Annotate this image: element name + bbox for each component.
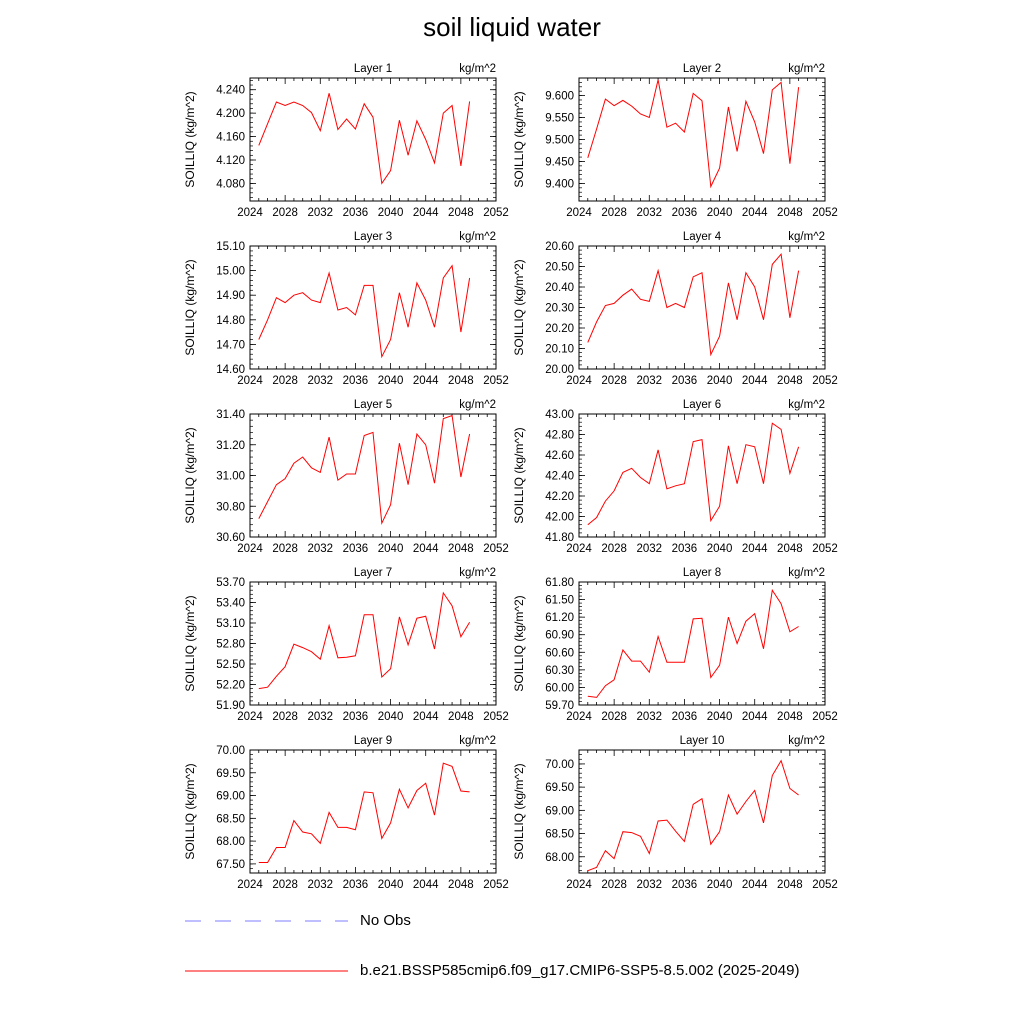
y-axis-label-layer-4: SOILLIQ (kg/m^2) <box>512 259 526 356</box>
x-tick-label: 2032 <box>636 879 663 891</box>
x-tick-label: 2044 <box>741 375 768 387</box>
y-axis-label-layer-3: SOILLIQ (kg/m^2) <box>183 259 197 356</box>
chart-title: soil liquid water <box>423 12 601 42</box>
y-axis-label-layer-2: SOILLIQ (kg/m^2) <box>512 91 526 188</box>
plot-frame-layer-3 <box>250 246 496 369</box>
y-tick-label: 59.70 <box>545 700 574 712</box>
y-tick-label: 43.00 <box>545 409 574 421</box>
x-tick-label: 2024 <box>566 375 592 387</box>
y-tick-label: 60.60 <box>545 647 574 660</box>
y-tick-label: 9.400 <box>545 178 574 191</box>
x-tick-label: 2052 <box>812 711 838 723</box>
x-tick-label: 2036 <box>342 879 369 891</box>
x-tick-label: 2036 <box>342 543 369 555</box>
y-tick-label: 14.70 <box>216 339 245 352</box>
y-tick-label: 4.120 <box>216 155 245 167</box>
x-tick-label: 2044 <box>741 879 768 891</box>
y-tick-label: 51.90 <box>216 700 245 712</box>
y-tick-label: 4.200 <box>216 108 245 121</box>
y-tick-label: 42.00 <box>545 511 574 524</box>
y-tick-label: 60.90 <box>545 629 574 642</box>
x-tick-label: 2044 <box>741 207 768 219</box>
y-axis-label-layer-1: SOILLIQ (kg/m^2) <box>183 91 197 188</box>
x-tick-label: 2048 <box>448 375 474 387</box>
series-line-layer-9 <box>259 763 470 862</box>
x-tick-label: 2032 <box>307 375 334 387</box>
x-tick-label: 2024 <box>566 879 592 891</box>
x-tick-label: 2040 <box>377 711 404 723</box>
x-tick-label: 2032 <box>307 543 334 555</box>
x-tick-label: 2040 <box>377 375 404 387</box>
x-tick-label: 2044 <box>412 711 439 723</box>
x-tick-label: 2024 <box>566 711 592 723</box>
panel-title-layer-2: Layer 2 <box>682 63 722 75</box>
y-axis-label-layer-5: SOILLIQ (kg/m^2) <box>183 427 197 524</box>
x-tick-label: 2048 <box>777 879 803 891</box>
y-tick-label: 31.40 <box>216 409 245 421</box>
x-tick-label: 2024 <box>237 207 263 219</box>
y-axis-label-layer-7: SOILLIQ (kg/m^2) <box>183 595 197 692</box>
y-tick-label: 53.70 <box>216 577 245 589</box>
panel-units-layer-10: kg/m^2 <box>788 735 825 747</box>
x-tick-label: 2028 <box>272 711 298 723</box>
panel-title-layer-7: Layer 7 <box>353 567 393 579</box>
y-tick-label: 42.40 <box>545 470 574 483</box>
y-tick-label: 69.50 <box>545 782 574 795</box>
y-tick-label: 68.00 <box>545 851 574 864</box>
y-tick-label: 68.50 <box>545 828 574 841</box>
x-tick-label: 2032 <box>307 711 334 723</box>
panel-units-layer-4: kg/m^2 <box>788 231 825 243</box>
y-tick-label: 41.80 <box>545 532 574 544</box>
y-tick-label: 20.30 <box>545 302 574 315</box>
y-tick-label: 53.10 <box>216 618 245 630</box>
plot-frame-layer-8 <box>579 582 825 705</box>
panel-title-layer-10: Layer 10 <box>679 735 725 747</box>
x-tick-label: 2032 <box>636 207 663 219</box>
x-tick-label: 2044 <box>412 543 439 555</box>
series-line-layer-1 <box>259 93 470 183</box>
y-tick-label: 68.00 <box>216 836 245 849</box>
x-tick-label: 2052 <box>812 375 838 387</box>
panel-title-layer-4: Layer 4 <box>682 231 722 243</box>
panel-title-layer-9: Layer 9 <box>353 735 393 747</box>
x-tick-label: 2052 <box>812 207 838 219</box>
x-tick-label: 2040 <box>377 879 404 891</box>
x-tick-label: 2052 <box>483 207 509 219</box>
panel-units-layer-9: kg/m^2 <box>459 735 496 747</box>
y-tick-label: 42.20 <box>545 491 574 503</box>
y-tick-label: 61.80 <box>545 577 574 589</box>
y-axis-label-layer-8: SOILLIQ (kg/m^2) <box>512 595 526 692</box>
panel-units-layer-2: kg/m^2 <box>788 63 825 75</box>
x-tick-label: 2052 <box>483 543 509 555</box>
series-line-layer-7 <box>259 593 470 689</box>
x-tick-label: 2044 <box>741 543 768 555</box>
series-line-layer-3 <box>259 266 470 357</box>
x-tick-label: 2024 <box>237 543 263 555</box>
x-tick-label: 2036 <box>671 207 698 219</box>
panel-units-layer-5: kg/m^2 <box>459 399 496 411</box>
x-tick-label: 2052 <box>483 879 509 891</box>
y-tick-label: 52.50 <box>216 659 245 671</box>
x-tick-label: 2048 <box>777 543 803 555</box>
y-tick-label: 69.00 <box>216 790 245 803</box>
x-tick-label: 2024 <box>237 879 263 891</box>
x-tick-label: 2028 <box>601 543 627 555</box>
x-tick-label: 2040 <box>706 711 733 723</box>
y-tick-label: 4.080 <box>216 178 245 191</box>
x-tick-label: 2028 <box>601 375 627 387</box>
panel-units-layer-1: kg/m^2 <box>459 63 496 75</box>
x-tick-label: 2028 <box>272 879 298 891</box>
x-tick-label: 2024 <box>566 207 592 219</box>
panel-title-layer-3: Layer 3 <box>353 231 393 243</box>
series-line-layer-2 <box>588 80 799 187</box>
series-line-layer-10 <box>588 761 799 871</box>
x-tick-label: 2036 <box>671 879 698 891</box>
y-tick-label: 70.00 <box>545 758 574 771</box>
panel-units-layer-6: kg/m^2 <box>788 399 825 411</box>
x-tick-label: 2028 <box>272 207 298 219</box>
x-tick-label: 2040 <box>377 543 404 555</box>
x-tick-label: 2028 <box>272 543 298 555</box>
x-tick-label: 2024 <box>237 375 263 387</box>
panel-title-layer-6: Layer 6 <box>682 399 722 411</box>
y-tick-label: 52.80 <box>216 638 245 651</box>
y-tick-label: 4.240 <box>216 84 245 97</box>
legend-obs-label: No Obs <box>360 912 411 929</box>
x-tick-label: 2040 <box>706 879 733 891</box>
y-tick-label: 14.90 <box>216 290 245 303</box>
y-tick-label: 31.20 <box>216 439 245 452</box>
plot-frame-layer-2 <box>579 78 825 201</box>
plot-frame-layer-1 <box>250 78 496 201</box>
y-axis-label-layer-9: SOILLIQ (kg/m^2) <box>183 763 197 860</box>
x-tick-label: 2044 <box>412 879 439 891</box>
panel-units-layer-8: kg/m^2 <box>788 567 825 579</box>
y-tick-label: 20.00 <box>545 364 574 376</box>
x-tick-label: 2028 <box>272 375 298 387</box>
y-tick-label: 67.50 <box>216 858 245 871</box>
x-tick-label: 2040 <box>706 207 733 219</box>
y-tick-label: 68.50 <box>216 813 245 826</box>
x-tick-label: 2052 <box>483 711 509 723</box>
x-tick-label: 2032 <box>307 207 334 219</box>
x-tick-label: 2048 <box>777 375 803 387</box>
y-tick-label: 30.80 <box>216 501 245 514</box>
x-tick-label: 2036 <box>342 207 369 219</box>
y-tick-label: 20.10 <box>545 343 574 356</box>
x-tick-label: 2052 <box>812 543 838 555</box>
y-tick-label: 9.450 <box>545 156 574 169</box>
x-tick-label: 2024 <box>566 543 592 555</box>
x-tick-label: 2032 <box>307 879 334 891</box>
y-tick-label: 20.20 <box>545 323 574 335</box>
y-tick-label: 4.160 <box>216 131 245 144</box>
x-tick-label: 2052 <box>483 375 509 387</box>
x-tick-label: 2028 <box>601 207 627 219</box>
y-axis-label-layer-10: SOILLIQ (kg/m^2) <box>512 763 526 860</box>
y-tick-label: 30.60 <box>216 532 245 544</box>
series-line-layer-8 <box>588 590 799 697</box>
series-line-layer-4 <box>588 254 799 354</box>
x-tick-label: 2048 <box>777 207 803 219</box>
x-tick-label: 2044 <box>412 207 439 219</box>
y-tick-label: 20.50 <box>545 261 574 274</box>
y-tick-label: 42.80 <box>545 429 574 442</box>
y-tick-label: 9.500 <box>545 134 574 147</box>
y-tick-label: 52.20 <box>216 679 245 692</box>
y-tick-label: 31.00 <box>216 470 245 483</box>
y-tick-label: 61.20 <box>545 612 574 625</box>
x-tick-label: 2032 <box>636 711 663 723</box>
panel-title-layer-1: Layer 1 <box>353 63 393 75</box>
y-tick-label: 69.00 <box>545 805 574 818</box>
y-tick-label: 14.80 <box>216 314 245 327</box>
x-tick-label: 2044 <box>412 375 439 387</box>
x-tick-label: 2032 <box>636 543 663 555</box>
x-tick-label: 2024 <box>237 711 263 723</box>
x-tick-label: 2040 <box>706 543 733 555</box>
x-tick-label: 2028 <box>601 711 627 723</box>
x-tick-label: 2028 <box>601 879 627 891</box>
y-tick-label: 69.50 <box>216 767 245 780</box>
y-tick-label: 9.600 <box>545 90 574 103</box>
x-tick-label: 2036 <box>671 375 698 387</box>
y-tick-label: 20.60 <box>545 241 574 253</box>
plot-frame-layer-7 <box>250 582 496 705</box>
x-tick-label: 2036 <box>342 711 369 723</box>
series-line-layer-5 <box>259 416 470 524</box>
x-tick-label: 2048 <box>448 879 474 891</box>
y-tick-label: 14.60 <box>216 364 245 376</box>
panel-title-layer-5: Layer 5 <box>353 399 393 411</box>
y-tick-label: 60.00 <box>545 682 574 695</box>
x-tick-label: 2040 <box>706 375 733 387</box>
legend-model-label: b.e21.BSSP585cmip6.f09_g17.CMIP6-SSP5-8.5.002 (2025-2049) <box>360 962 800 979</box>
x-tick-label: 2044 <box>741 711 768 723</box>
plot-frame-layer-9 <box>250 750 496 873</box>
x-tick-label: 2036 <box>342 375 369 387</box>
y-tick-label: 61.50 <box>545 594 574 607</box>
y-tick-label: 42.60 <box>545 450 574 462</box>
x-tick-label: 2052 <box>812 879 838 891</box>
x-tick-label: 2048 <box>448 543 474 555</box>
x-tick-label: 2048 <box>448 711 474 723</box>
y-tick-label: 20.40 <box>545 282 574 294</box>
y-tick-label: 60.30 <box>545 664 574 677</box>
x-tick-label: 2048 <box>777 711 803 723</box>
x-tick-label: 2032 <box>636 375 663 387</box>
panel-units-layer-7: kg/m^2 <box>459 567 496 579</box>
x-tick-label: 2036 <box>671 711 698 723</box>
y-tick-label: 70.00 <box>216 745 245 757</box>
panel-title-layer-8: Layer 8 <box>682 567 722 579</box>
y-tick-label: 15.10 <box>216 241 245 253</box>
x-tick-label: 2036 <box>671 543 698 555</box>
series-line-layer-6 <box>588 423 799 525</box>
x-tick-label: 2048 <box>448 207 474 219</box>
x-tick-label: 2040 <box>377 207 404 219</box>
plot-frame-layer-6 <box>579 414 825 537</box>
y-axis-label-layer-6: SOILLIQ (kg/m^2) <box>512 427 526 524</box>
y-tick-label: 9.550 <box>545 112 574 125</box>
y-tick-label: 15.00 <box>216 265 245 278</box>
y-tick-label: 53.40 <box>216 597 245 610</box>
panel-units-layer-3: kg/m^2 <box>459 231 496 243</box>
